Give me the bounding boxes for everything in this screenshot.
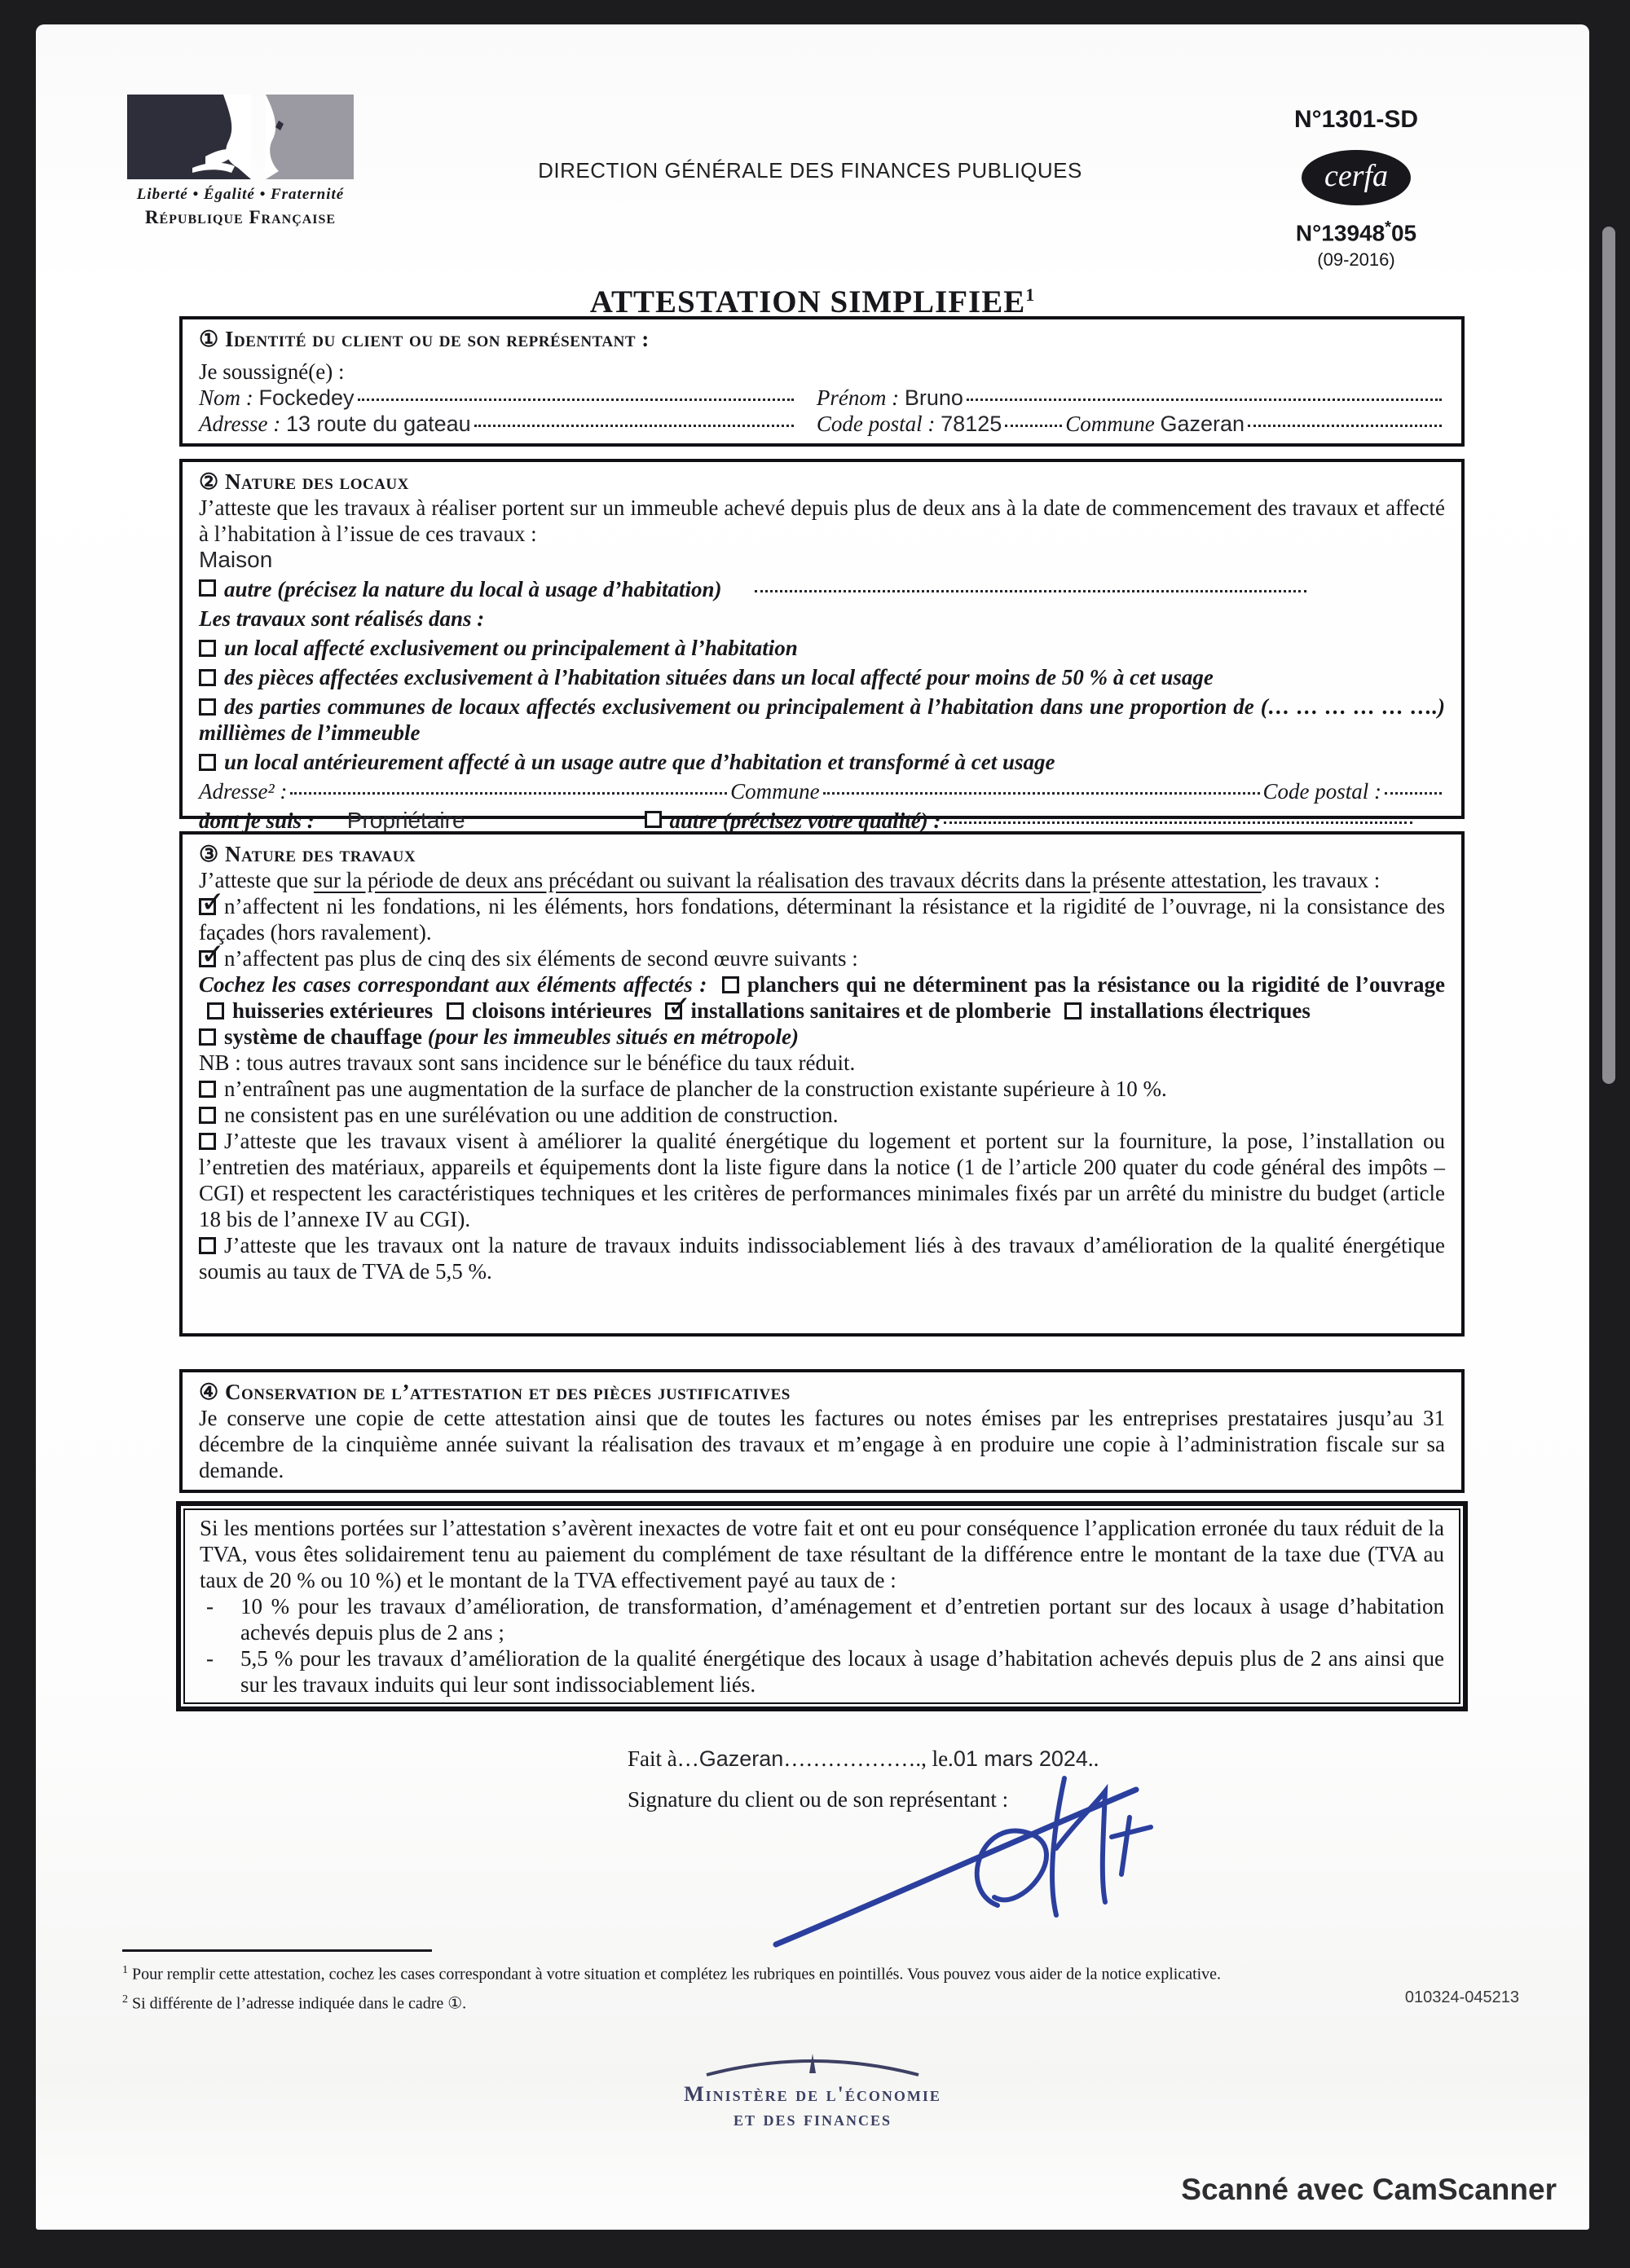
locaux-item: un local affecté exclusivement ou principalement à l’habitation	[199, 635, 1445, 661]
travaux-item: J’atteste que les travaux ont la nature de travaux induits indissociablement liés à des travaux d’amélioration de la qualité énergétique soumis au taux de TVA de 5,5 %.	[199, 1233, 1445, 1284]
section3-heading: ③ Nature des travaux	[199, 842, 416, 866]
travaux-item: ✓ n’affectent pas plus de cinq des six éléments de second œuvre suivants :	[200, 938, 858, 971]
city-value: Gazeran	[698, 1746, 784, 1771]
checkbox	[722, 976, 739, 993]
check-icon: ✓	[200, 886, 226, 919]
handwritten-signature	[753, 1759, 1193, 1954]
travaux-item: n’entraînent pas une augmentation de la surface de plancher de la construction existante supérieure à 10 %.	[199, 1076, 1445, 1102]
check-icon: ✓	[200, 938, 226, 971]
prenom-label: Prénom :	[816, 385, 900, 410]
section2-intro: J’atteste que les travaux à réaliser portent sur un immeuble achevé depuis plus de deux ans à la date de commencement des travaux et affecté à l’habitation à l’issue de ces travaux :	[199, 495, 1445, 546]
scrollbar-thumb[interactable]	[1602, 227, 1615, 1084]
checkbox	[199, 886, 226, 919]
dotted-line	[1005, 425, 1062, 427]
dotted-line	[358, 399, 794, 401]
code-postal-value: 78125	[941, 412, 1002, 436]
date-value: 01 mars 2024	[953, 1746, 1088, 1771]
prenom-value: Bruno	[904, 385, 963, 410]
travaux-item: ne consistent pas en une surélévation ou une addition de construction.	[199, 1102, 1445, 1128]
autre-qualite-label: autre (précisez votre qualité) :	[669, 808, 941, 833]
dotted-line	[1248, 425, 1442, 427]
checkbox	[199, 938, 226, 971]
ministry-arc-logo	[690, 2044, 935, 2078]
adresse-label: Adresse :	[199, 412, 281, 436]
checkbox	[199, 1107, 216, 1124]
scanned-document-page	[36, 24, 1589, 2230]
elements-affectes-line: Cochez les cases correspondant aux éléments affectés : planchers qui ne déterminent pas la résistance ou la rigidité de l’ouvrage huisseries extérieures cloisons intérieures ✓ installations sanitaires et de plomberie installations électriques	[199, 972, 1445, 1024]
direction-generale-header: DIRECTION GÉNÉRALE DES FINANCES PUBLIQUES	[538, 158, 1082, 183]
section4-body: Je conserve une copie de cette attestation ainsi que de toutes les factures ou notes émises par les entreprises prestataires jusqu’au 31 décembre de la cinquième année suivant la réalisation des travaux et m’engage à en produire une copie à l’administration fiscale sur sa demande.	[199, 1406, 1445, 1482]
document-code: 010324-045213	[1404, 1988, 1519, 2006]
dotted-line	[944, 821, 1412, 824]
ministry-block	[609, 2044, 1016, 2131]
dotted-line	[474, 425, 794, 427]
republique-francaise-label: République Française	[144, 207, 337, 227]
section-identite	[179, 316, 1465, 447]
ministry-line1: Ministère de l'économie	[684, 2082, 941, 2106]
warning-paragraph: Si les mentions portées sur l’attestation s’avèrent inexactes de votre fait et ont eu pour conséquence l’application erronée du taux réduit de la TVA, vous êtes solidairement tenu au paiement du complément de taxe résultant de la différence entre le montant de la taxe due (TVA au taux de 20 % ou 10 %) et le montant de la TVA effectivement payé au taux de :	[200, 1516, 1444, 1592]
qualite-value: Propriétaire	[346, 808, 465, 833]
camscanner-credit: Scanné avec CamScanner	[1181, 2173, 1557, 2206]
dotted-line	[1385, 792, 1442, 795]
fait-a-line: Fait à…Gazeran………………., le.01 mars 2024..	[628, 1746, 1099, 1771]
travaux-item: ✓ n’affectent ni les fondations, ni les éléments, hors fondations, déterminant la résistance et la rigidité de l’ouvrage, ni la consistance des façades (hors ravalement).	[199, 886, 1445, 945]
commune-value: Gazeran	[1160, 412, 1245, 436]
section1-heading: ① Identité du client ou de son représentant :	[199, 327, 650, 351]
section2-heading: ② Nature des locaux	[199, 469, 409, 494]
checkbox	[199, 1081, 216, 1098]
checkbox	[1064, 1002, 1082, 1019]
cerfa-logo: cerfa	[1302, 150, 1411, 205]
ministry-line2: et des finances	[733, 2107, 892, 2130]
code-postal-label: Code postal :	[816, 412, 936, 436]
checkbox	[199, 698, 216, 716]
checkbox	[199, 1237, 216, 1254]
travaux-item: J’atteste que les travaux visent à améliorer la qualité énergétique du logement et portent sur la fourniture, la pose, l’installation ou l’entretien des matériaux, appareils et équipements dont la liste figure dans la notice (1 de l’article 200 quater du code général des impôts – CGI) et respectent les caractéristiques techniques et les critères de performances minimales fixés par un arrêté du ministre du budget (article 18 bis de l’annexe IV au CGI).	[199, 1129, 1445, 1231]
warning-bullet: - 10 % pour les travaux d’amélioration, de transformation, d’aménagement et d’entretien portant sur des locaux à usage d’habitation achevés depuis plus de 2 ans ;	[206, 1594, 1444, 1645]
cochez-lead: Cochez les cases correspondant aux éléments affectés :	[199, 972, 707, 997]
cerfa-version: (09-2016)	[1317, 249, 1395, 270]
footnote-rule	[122, 1949, 432, 1952]
footnote-2: $^2$ Si différente de l’adresse indiquée dans le cadre ①.	[122, 1993, 467, 2013]
nom-prenom-row	[199, 385, 1445, 411]
signature-label: Signature du client ou de son représentant :	[628, 1787, 1009, 1812]
form-number: N°1301-SD	[1293, 106, 1419, 133]
checkbox	[645, 811, 662, 828]
checkbox	[199, 640, 216, 657]
locaux-item: des pièces affectées exclusivement à l’habitation situées dans un local affecté pour moins de 50 % à cet usage	[199, 664, 1445, 690]
section-nature-locaux	[179, 459, 1465, 833]
nom-value: Fockedey	[258, 385, 355, 410]
cerfa-number: N°13948*05	[1295, 218, 1417, 246]
locaux-item: un local antérieurement affecté à un usage autre que d’habitation et transformé à cet usage	[199, 749, 1445, 775]
republique-francaise-logo	[127, 93, 354, 181]
section4-heading: ④ Conservation de l’attestation et des pièces justificatives	[199, 1380, 791, 1404]
checkbox	[199, 1028, 216, 1046]
footnote-1: $^1$ Pour remplir cette attestation, cochez les cases correspondant à votre situation et complétez les rubriques en pointillés. Vous pouvez vous aider de la notice explicative.	[122, 1964, 1222, 1984]
travaux-realises-intro: Les travaux sont réalisés dans :	[199, 606, 485, 631]
dotted-line	[967, 399, 1442, 401]
autre-local-line	[199, 576, 1445, 602]
checkbox	[199, 754, 216, 771]
local-type-value: Maison	[199, 547, 273, 572]
section3-intro: J’atteste que sur la période de deux ans précédant ou suivant la réalisation des travaux décrits dans la présente attestation, les travaux :	[199, 868, 1381, 892]
adresse-row	[199, 411, 1445, 437]
dont-je-suis-label: dont je suis :	[199, 808, 315, 833]
adresse-value: 13 route du gateau	[285, 412, 471, 436]
adresse2-label: Adresse² :	[199, 779, 288, 804]
warning-box	[176, 1501, 1468, 1711]
dotted-line	[290, 792, 727, 795]
commune2-label: Commune	[730, 779, 820, 804]
checkbox	[199, 1133, 216, 1150]
checkbox	[447, 1002, 464, 1019]
checkbox	[199, 579, 216, 597]
document-title: ATTESTATION SIMPLIFIEE$^1$	[589, 284, 1036, 319]
dotted-line	[755, 590, 1306, 592]
dont-je-suis-row	[199, 808, 1445, 834]
motto-text: Liberté • Égalité • Fraternité	[136, 186, 345, 203]
section-conservation	[179, 1369, 1465, 1493]
dotted-line	[823, 792, 1260, 795]
adresse2-row	[199, 778, 1445, 804]
locaux-item: des parties communes de locaux affectés exclusivement ou principalement à l’habitation dans une proportion de (… … … … … ….) millièmes de l’immeuble	[199, 694, 1445, 745]
chauffage-line: système de chauffage (pour les immeubles situés en métropole)	[199, 1024, 1445, 1050]
section-nature-travaux	[179, 831, 1465, 1337]
commune-label: Commune	[1065, 412, 1155, 436]
check-icon: ✓	[667, 990, 692, 1024]
warning-bullet: - 5,5 % pour les travaux d’amélioration de la qualité énergétique des locaux à usage d’habitation achevés depuis plus de 2 ans ainsi que sur les travaux induits qui leur sont indissociablement liés.	[206, 1646, 1444, 1697]
autre-local-label: autre (précisez la nature du local à usage d’habitation)	[224, 577, 722, 601]
code-postal2-label: Code postal :	[1262, 779, 1382, 804]
nb-note: NB : tous autres travaux sont sans incidence sur le bénéfice du taux réduit.	[199, 1050, 856, 1075]
soussigne-line: Je soussigné(e) :	[199, 359, 345, 384]
checkbox	[207, 1002, 224, 1019]
checkbox	[199, 669, 216, 686]
checkbox	[665, 990, 692, 1024]
nom-label: Nom :	[199, 385, 253, 410]
